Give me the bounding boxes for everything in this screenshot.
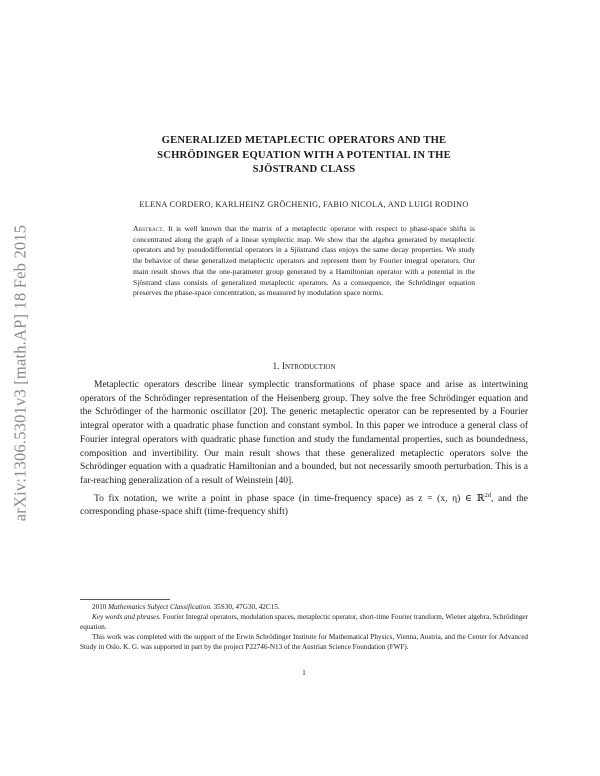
title-line-3: SJÖSTRAND CLASS — [252, 164, 356, 175]
abstract — [133, 224, 475, 299]
paragraph-text: To fix notation, we write a point in phase space (in time-frequency space) as z = (x, η) ∈ ℝ — [94, 493, 485, 504]
section-number: 1. — [272, 362, 280, 372]
footnote-divider — [80, 599, 170, 600]
author-list: ELENA CORDERO, KARLHEINZ GRÖCHENIG, FABIO NICOLA, AND LUIGI RODINO — [139, 200, 469, 209]
footnote-support: This work was completed with the support of the Erwin Schrödinger Institute for Mathematical Physics, Vienna, Austria, and the Center for Advanced Study in Oslo. K. G. was supported in part by the project P22746-N13 of the Austrian Science Foundation (FWF). — [80, 633, 528, 651]
keywords-label: Key words and phrases. — [92, 613, 161, 621]
footnote-msc — [80, 602, 528, 612]
paragraph-text: , and the corresponding phase-space shift (time-frequency shift) — [80, 493, 528, 518]
paragraph: Metaplectic operators describe linear symplectic transformations of phase space and arise as intertwining operators of the Schrödinger representation of the Heisenberg group. They solve the free Schrödinger equation and the Schrödinger of the harmonic oscillator [20]. The generic metaplectic operator can be represented by a Fourier integral operator with a quadratic phase function and constant symbol. In this paper we introduce a general class of Fourier integral operators with quadratic phase function and study the fundamental properties, such as boundedness, composition and invertibility. Our main result shows that these generalized metaplectic operators solve the Schrödinger equation with a quadratic Hamiltonian and a bounded, but not necessarily smooth perturbation. This is a far-reaching generalization of a result of Weinstein [40]. — [80, 380, 528, 486]
section-title: Introduction — [281, 362, 336, 372]
footnotes — [80, 602, 528, 652]
msc-year: 2010 — [92, 603, 107, 611]
abstract-text: It is well known that the matrix of a metaplectic operator with respect to phase-space shifts is concentrated along the graph of a linear symplectic map. We show that the algebra generated by metaplectic operators and by pseudodifferential operators in a Sjöstrand class enjoys the same decay properties. We study the behavior of these generalized metaplectic operators and represent them by Fourier integral operators. Our main result shows that the one-parameter group generated by a Hamiltonian operator with a potential in the Sjöstrand class consists of generalized metaplectic operators. As a consequence, the Schrödinger equation preserves the phase-space concentration, as measured by modulation space norms. — [133, 224, 475, 298]
title-line-1: GENERALIZED METAPLECTIC OPERATORS AND THE — [161, 135, 447, 146]
paper-title — [80, 134, 528, 178]
superscript: 2d — [484, 491, 491, 499]
msc-label: Mathematics Subject Classification. — [108, 603, 212, 611]
footnote-keywords — [80, 612, 528, 632]
arxiv-identifier — [0, 178, 40, 568]
page-number: 1 — [302, 668, 306, 677]
msc-codes: 35S30, 47G30, 42C15. — [213, 603, 280, 611]
keywords-text: Fourier Integral operators, modulation spaces, metaplectic operator, short-time Fourier transform, Wiener algebra, Schrödinger equation. — [80, 613, 528, 631]
title-line-2: SCHRÖDINGER EQUATION WITH A POTENTIAL IN THE — [157, 149, 451, 161]
arxiv-identifier-text: arXiv:1306.5301v3 [math.AP] 18 Feb 2015 — [10, 224, 29, 522]
body-text — [80, 379, 528, 520]
paragraph — [80, 489, 528, 521]
abstract-label: Abstract. — [133, 224, 165, 233]
section-heading — [80, 362, 528, 372]
